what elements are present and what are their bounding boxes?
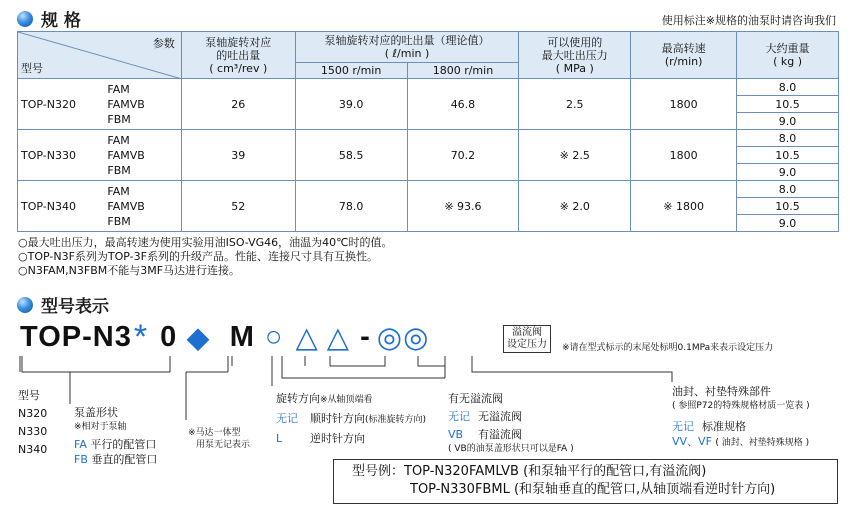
rotation-text: 顺时针方向 <box>310 412 365 425</box>
header-displacement: 泵轴旋转对应 的吐出量 ( cm³/rev ) <box>181 32 295 79</box>
cell-weight: 9.0 <box>737 113 839 130</box>
circle-icon: ○ <box>264 321 284 353</box>
seal-note: ( 参照P72的特殊规格材质一览表 ) <box>672 401 810 411</box>
row-variants: FAM FAMVB FBM <box>105 79 181 130</box>
cell-pressure: ※ 2.5 <box>519 130 631 181</box>
cell-pressure: 2.5 <box>519 79 631 130</box>
star-icon: * <box>133 318 149 356</box>
model-title: 型号表示 <box>41 297 109 317</box>
relief-pressure-note: ※请在型式标示的末尾处标明0.1MPa来表示设定压力 <box>562 343 774 353</box>
model-option: N340 <box>18 443 48 456</box>
relief-text: 无溢流阀 <box>478 410 522 423</box>
footnote: ○最大吐出压力，最高转速为使用实验用油ISO-VG46，油温为40℃时的值。 <box>18 236 393 249</box>
cell-pressure: ※ 2.0 <box>519 181 631 232</box>
motor-note: ※马达一体型 用泵无记表示 <box>188 428 251 450</box>
rotation-note: ※从轴顶端看 <box>320 395 373 405</box>
seal-text: 标准规格 <box>702 420 746 433</box>
spec-title: 规 格 <box>41 11 81 31</box>
header-speed: 最高转速 (r/min) <box>631 32 737 79</box>
cover-note: ※相对于泵轴 <box>74 422 127 432</box>
rotation-extra: (标准旋转方向) <box>365 415 427 425</box>
relief-pressure-box: 溢流阀 设定压力 <box>503 325 551 353</box>
cell-flow1800: ※ 93.6 <box>407 181 519 232</box>
seal-extra: ( 油封、衬垫特殊规格 ) <box>715 438 810 448</box>
cell-weight: 8.0 <box>737 130 839 147</box>
code-m: M <box>229 321 255 353</box>
cover-group <box>74 405 157 467</box>
cell-weight: 9.0 <box>737 215 839 232</box>
cover-code: FB <box>74 453 88 466</box>
seal-group <box>672 384 810 451</box>
cell-weight: 8.0 <box>737 181 839 198</box>
row-variants: FAM FAMVB FBM <box>105 130 181 181</box>
cell-flow1500: 39.0 <box>295 79 407 130</box>
seal-code: VV、VF <box>672 435 712 448</box>
header-rpm1800: 1800 r/min <box>407 63 519 79</box>
cell-weight: 10.5 <box>737 198 839 215</box>
model-label: 型号 <box>18 389 40 402</box>
example-line: 型号例：TOP-N320FAMLVB (和泵轴平行的配管口,有溢流阀) <box>352 464 707 479</box>
code-prefix: TOP-N3 <box>20 321 132 353</box>
triangle-icon: △ <box>295 322 319 354</box>
header-theoretical: 泵轴旋转对应的吐出量（理论值） ( ℓ/min ) <box>295 32 519 63</box>
rotation-text: 逆时针方向 <box>310 432 365 445</box>
header-weight: 大约重量 ( kg ) <box>737 32 839 79</box>
relief-code: VB <box>448 428 464 441</box>
relief-opt-note: ( VB的油泵盖形状只可以是FA ) <box>448 444 574 454</box>
seal-label: 油封、衬垫特殊部件 <box>672 385 771 398</box>
cover-text: 平行的配管口 <box>90 438 157 451</box>
seal-code: 无记 <box>672 420 694 433</box>
diamond-icon: ◆ <box>187 322 210 353</box>
cell-weight: 8.0 <box>737 79 839 96</box>
double-circle-icon: ◎ <box>403 322 430 354</box>
double-circle-icon: ◎ <box>376 322 404 354</box>
cell-flow1800: 46.8 <box>407 79 519 130</box>
cell-speed: ※ 1800 <box>631 181 737 232</box>
row-variants: FAM FAMVB FBM <box>105 181 181 232</box>
cell-weight: 10.5 <box>737 147 839 164</box>
relief-label: 有无溢流阀 <box>448 392 503 405</box>
cover-label: 泵盖形状 <box>74 406 118 419</box>
cell-speed: 1800 <box>631 130 737 181</box>
code-dash: - <box>360 321 371 353</box>
header-rpm1500: 1500 r/min <box>295 63 407 79</box>
cell-flow1800: 70.2 <box>407 130 519 181</box>
header-param: 参数 <box>152 37 175 50</box>
rotation-group <box>276 391 426 446</box>
rotation-label: 旋转方向 <box>276 392 320 405</box>
cell-displacement: 39 <box>181 130 295 181</box>
triangle-icon: △ <box>326 322 351 354</box>
cell-displacement: 52 <box>181 181 295 232</box>
model-group <box>18 388 47 457</box>
cell-weight: 9.0 <box>737 164 839 181</box>
model-option: N320 <box>18 407 48 420</box>
example-line: TOP-N330FBML (和泵轴垂直的配管口,从轴顶端看逆时针方向) <box>410 482 776 497</box>
cell-weight: 10.5 <box>737 96 839 113</box>
relief-code: 无记 <box>448 410 470 423</box>
cover-code: FA <box>74 438 87 451</box>
row-model: TOP-N320 <box>18 79 106 130</box>
cell-displacement: 26 <box>181 79 295 130</box>
spec-note: 使用标注※规格的油泵时请咨询我们 <box>661 14 836 27</box>
example-box <box>333 459 838 504</box>
header-model: 型号 <box>21 62 43 75</box>
row-model: TOP-N340 <box>18 181 106 232</box>
cell-speed: 1800 <box>631 79 737 130</box>
cell-flow1500: 58.5 <box>295 130 407 181</box>
model-option: N330 <box>18 425 48 438</box>
rotation-code: 无记 <box>276 412 298 425</box>
cover-text: 垂直的配管口 <box>91 453 158 466</box>
code-zero: 0 <box>160 321 178 353</box>
footnote: ○TOP-N3F系列为TOP-3F系列的升级产品。性能、连接尺寸具有互换性。 <box>18 250 378 263</box>
row-model: TOP-N330 <box>18 130 106 181</box>
header-pressure: 可以使用的 最大吐出压力 ( MPa ) <box>519 32 631 79</box>
rotation-code: L <box>276 432 283 445</box>
relief-text: 有溢流阀 <box>478 428 522 441</box>
cell-flow1500: 78.0 <box>295 181 407 232</box>
footnote: ○N3FAM,N3FBM不能与3MF马达进行连接。 <box>18 264 241 277</box>
relief-group <box>448 391 574 457</box>
